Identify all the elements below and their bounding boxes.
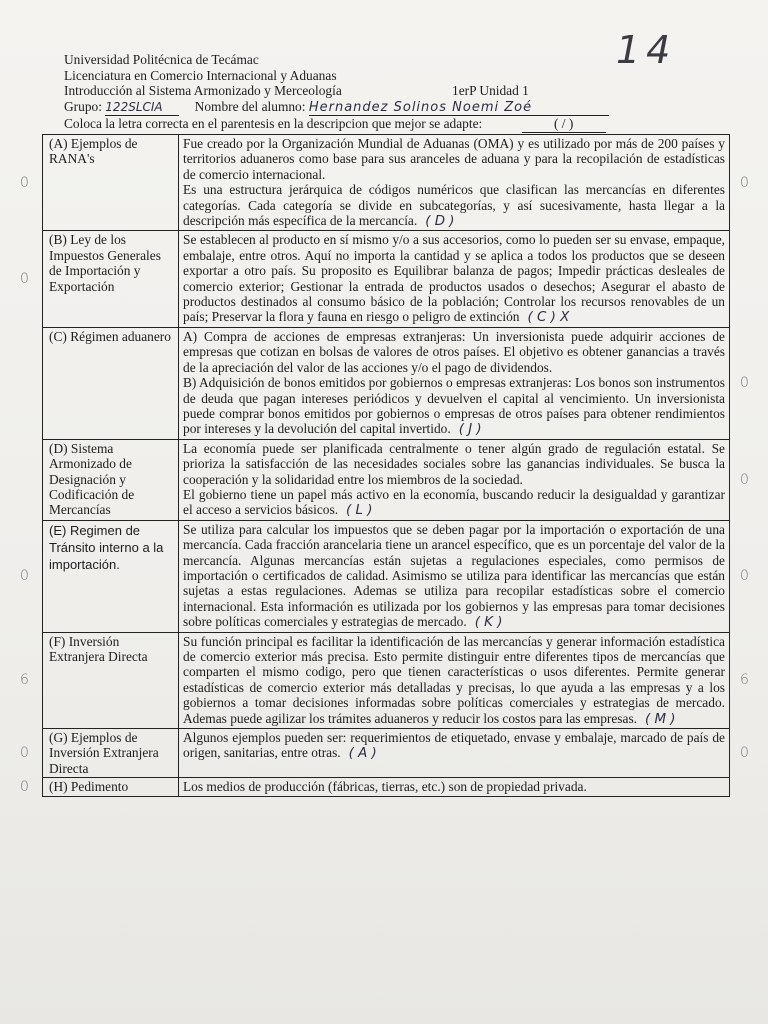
margin-mark-right: 0 — [740, 745, 749, 762]
description-text: Se utiliza para calcular los impuestos que se deben pagar por la importación o exportación de una mercancía. Cada fracción arancelaria tiene un arancel específico, que es un porcentaje del valor de la mercancía. Algunas mercancías están sujetas a regulaciones especiales, como permisos de importación o certificados de calidad. Asimismo se utiliza para identificar las mercancías que están sujetas a estas regulaciones. Ademas se utiliza para recopilar estadísticas sobre el comercio internacional. Esta información es utilizada por los gobiernos y las empresas para tomar decisiones sobre políticas comerciales y estrategias de mercado. — [183, 521, 725, 630]
answer-blank[interactable]: ( A ) — [348, 746, 377, 762]
description-paragraph — [183, 441, 725, 487]
margin-mark-right: 0 — [740, 568, 749, 585]
answer-blank[interactable]: ( K ) — [474, 615, 503, 631]
answer-blank[interactable]: ( D ) — [425, 214, 455, 230]
concept-cell: (C) Régimen aduanero — [43, 327, 179, 439]
description-cell — [179, 778, 730, 796]
margin-mark-right: 0 — [740, 375, 749, 392]
table-row — [43, 231, 730, 327]
margin-mark-right: 0 — [740, 471, 749, 488]
exam-header — [64, 52, 704, 133]
margin-mark-left: 0 — [20, 745, 29, 762]
description-cell — [179, 632, 730, 728]
margin-mark-left: 0 — [20, 568, 29, 585]
description-paragraph — [183, 522, 725, 631]
table-row — [43, 520, 730, 632]
student-value: Hernandez Solinos Noemi Zoé — [309, 100, 609, 117]
concept-cell: (H) Pedimento — [43, 778, 179, 796]
description-paragraph — [183, 779, 725, 794]
unit-label: 1erP Unidad 1 — [452, 83, 529, 98]
description-text: La economía puede ser planificada centralmente o tener algún grado de regulación estatal. Se prioriza la satisfacción de las necesidades sociales sobre las ganancias individuales. Se busca la cooperación y la solidaridad entre los miembros de la sociedad. — [183, 440, 725, 487]
table-row — [43, 439, 730, 520]
margin-mark-left: 0 — [20, 271, 29, 288]
instruction-line — [64, 116, 704, 133]
description-paragraph — [183, 329, 725, 375]
description-paragraph — [183, 487, 725, 519]
group-value: 122SLCIA — [105, 100, 179, 117]
description-text: El gobierno tiene un papel más activo en la economía, buscando reducir la desigualdad y garantizar el acceso a servicios básicos. — [183, 486, 725, 518]
instruction-blank: ( / ) — [522, 116, 606, 133]
description-paragraph — [183, 730, 725, 762]
concept-cell: (D) Sistema Armonizado de Designación y Codificación de Mercancías — [43, 439, 179, 520]
score-mark: 14 — [616, 28, 677, 72]
course-line — [64, 83, 704, 99]
margin-mark-right: 6 — [740, 672, 749, 689]
table-row — [43, 729, 730, 778]
answer-blank[interactable]: ( L ) — [346, 503, 373, 519]
concept-cell: (B) Ley de los Impuestos Generales de Importación y Exportación — [43, 231, 179, 327]
description-cell — [179, 327, 730, 439]
description-cell — [179, 439, 730, 520]
table-row — [43, 135, 730, 231]
description-paragraph — [183, 232, 725, 325]
description-paragraph — [183, 634, 725, 727]
table-row — [43, 778, 730, 796]
description-paragraph — [183, 136, 725, 182]
margin-mark-left: 0 — [20, 778, 29, 795]
description-text: Se establecen al producto en sí mismo y/o a sus accesorios, como lo pueden ser su envase, empaque, embalaje, entre otros. Aquí no importa la cantidad y se aplica a todos los productos que se deseen exportar a otro país. Su proposito es Equilibrar balanza de pagos; Impedir prácticas desleales de comercio exterior; Gestionar la entrada de productos usados o desechos; Asegurar el abasto de productos destinados al consumo básico de la población; Controlar los recursos renovables de un país; Preservar la flora y fauna en riesgo o peligro de extinción — [183, 232, 725, 325]
description-paragraph — [183, 375, 725, 438]
description-cell — [179, 135, 730, 231]
description-cell — [179, 729, 730, 778]
instruction-text: Coloca la letra correcta en el parentesis en la descripcion que mejor se adapte: — [64, 116, 483, 131]
group-label: Grupo: — [64, 98, 102, 114]
concept-cell: (F) Inversión Extranjera Directa — [43, 632, 179, 728]
answer-blank[interactable]: ( C ) X — [527, 310, 570, 326]
description-text: Fue creado por la Organización Mundial de Aduanas (OMA) y es utilizado por más de 200 países y territorios aduaneros como base para sus aranceles de aduana y para la recopilación de estadísticas de comercio internacional. — [183, 136, 725, 182]
margin-mark-right: 0 — [740, 174, 749, 191]
concept-cell: (G) Ejemplos de Inversión Extranjera Directa — [43, 729, 179, 778]
margin-mark-left: 6 — [20, 672, 29, 689]
student-line — [64, 99, 704, 117]
description-text: Su función principal es facilitar la identificación de las mercancías y generar información estadística de comercio exterior más precisa. Esto permite distinguir entre diferentes tipos de mercancías que comparten el mismo codigo, pero que tienen características o usos diferentes. Permite generar estadísticas de comercio exterior más detalladas y precisas, lo que ayuda a las empresas y a los gobiernos a tomar decisiones informadas sobre políticas comerciales y estrategias de mercado. Ademas puede agilizar los trámites aduaneros y reducir los costos para las empresas. — [183, 633, 725, 726]
description-text: A) Compra de acciones de empresas extranjeras: Un inversionista puede adquirir acciones de empresas que cotizan en bolsas de valores de otros países. El objetivo es obtener ganancias a través de la apreciación del valor de las acciones y/o el pago de dividendos. — [183, 328, 725, 375]
description-text: Los medios de producción (fábricas, tierras, etc.) son de propiedad privada. — [183, 779, 587, 795]
course-name: Introducción al Sistema Armonizado y Merceología — [64, 83, 342, 98]
description-paragraph — [183, 182, 725, 229]
margin-mark-left: 0 — [20, 174, 29, 191]
program-name: Licenciatura en Comercio Internacional y Aduanas — [64, 67, 337, 83]
answer-blank[interactable]: ( M ) — [645, 711, 676, 727]
table-row — [43, 632, 730, 728]
university-name: Universidad Politécnica de Tecámac — [64, 52, 259, 67]
description-cell — [179, 231, 730, 327]
concept-cell: (E) Regimen de Tránsito interno a la importación. — [43, 520, 179, 632]
answer-blank[interactable]: ( J ) — [458, 422, 482, 438]
concept-cell: (A) Ejemplos de RANA's — [43, 135, 179, 231]
description-text: B) Adquisición de bonos emitidos por gobiernos o empresas extranjeras: Los bonos son instrumentos de deuda que pagan intereses periódicos y devuelven el capital al vencimiento. Un inversionista puede comprar bonos emitidos por gobiernos o empresas de otros países para obtener rendimientos por intereses y la devolución del capital invertido. — [183, 375, 725, 437]
description-text: Algunos ejemplos pueden ser: requerimientos de etiquetado, envase y embalaje, marcado de país de origen, sanitarias, entre otras. — [183, 730, 725, 761]
matching-table — [42, 134, 730, 797]
description-cell — [179, 520, 730, 632]
table-row — [43, 327, 730, 439]
student-label: Nombre del alumno: — [194, 98, 306, 114]
description-text: Es una estructura jerárquica de códigos numéricos que clasifican las mercancías en diferentes categorías. Cada categoría se divide en subcategorías, y así sucesivamente, hasta llegar a la descripción más específica de la mercancía. — [183, 182, 725, 229]
